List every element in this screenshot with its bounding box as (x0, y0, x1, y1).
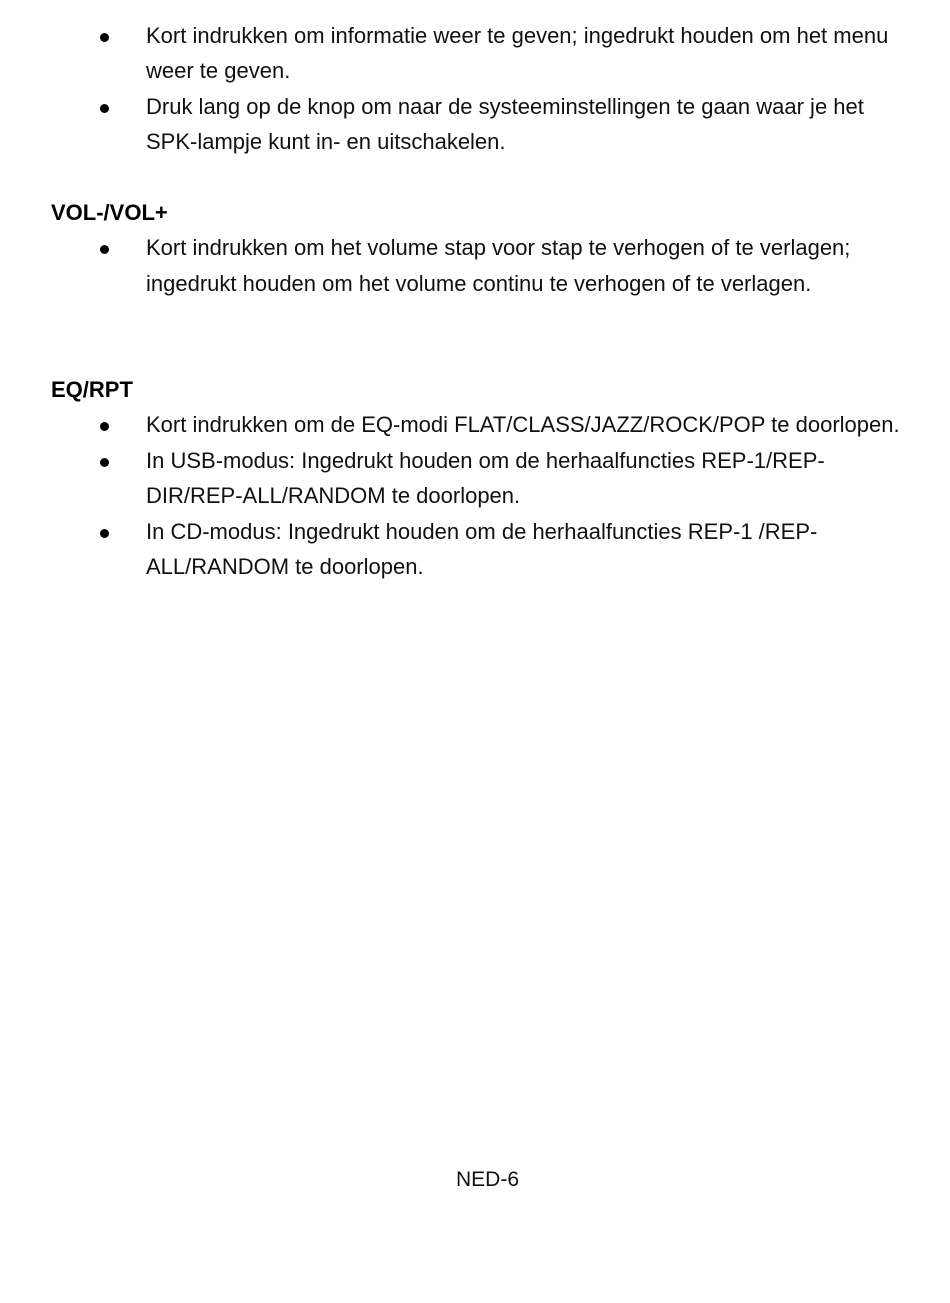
bullet-icon (100, 458, 109, 467)
bullet-text: Druk lang op de knop om naar de systeeminstellingen te gaan waar je het SPK-lampje kunt in- en uitschakelen. (146, 93, 864, 155)
section-heading-vol: VOL-/VOL+ (51, 200, 168, 225)
intro-section (0, 18, 950, 160)
bullet-text: In USB-modus: Ingedrukt houden om de herhaalfuncties REP-1/REP-DIR/REP-ALL/RANDOM te doorlopen. (146, 447, 825, 509)
bullet-icon (100, 422, 109, 431)
eq-section (0, 372, 950, 584)
intro-bullet-list (0, 18, 950, 160)
eq-bullet-list (0, 407, 950, 584)
bullet-item (0, 18, 950, 89)
bullet-text: In CD-modus: Ingedrukt houden om de herhaalfuncties REP-1 /REP-ALL/RANDOM te doorlopen. (146, 518, 818, 580)
bullet-text: Kort indrukken om informatie weer te geven; ingedrukt houden om het menu weer te geven. (146, 23, 889, 84)
bullet-text: Kort indrukken om het volume stap voor stap te verhogen of te verlagen; ingedrukt houden om het volume continu te verhogen of te verlagen. (146, 235, 851, 296)
bullet-item (0, 89, 950, 160)
bullet-icon (100, 104, 109, 113)
vol-section (0, 195, 950, 301)
bullet-text: Kort indrukken om de EQ-modi FLAT/CLASS/JAZZ/ROCK/POP te doorlopen. (146, 412, 900, 438)
bullet-item (0, 230, 950, 301)
bullet-icon (100, 33, 109, 42)
bullet-item (0, 407, 950, 442)
bullet-item (0, 443, 950, 514)
bullet-icon (100, 529, 109, 538)
section-heading-eq: EQ/RPT (51, 377, 133, 402)
bullet-item (0, 514, 950, 585)
bullet-icon (100, 245, 109, 254)
vol-bullet-list (0, 230, 950, 301)
page-number: NED-6 (455, 1168, 519, 1191)
